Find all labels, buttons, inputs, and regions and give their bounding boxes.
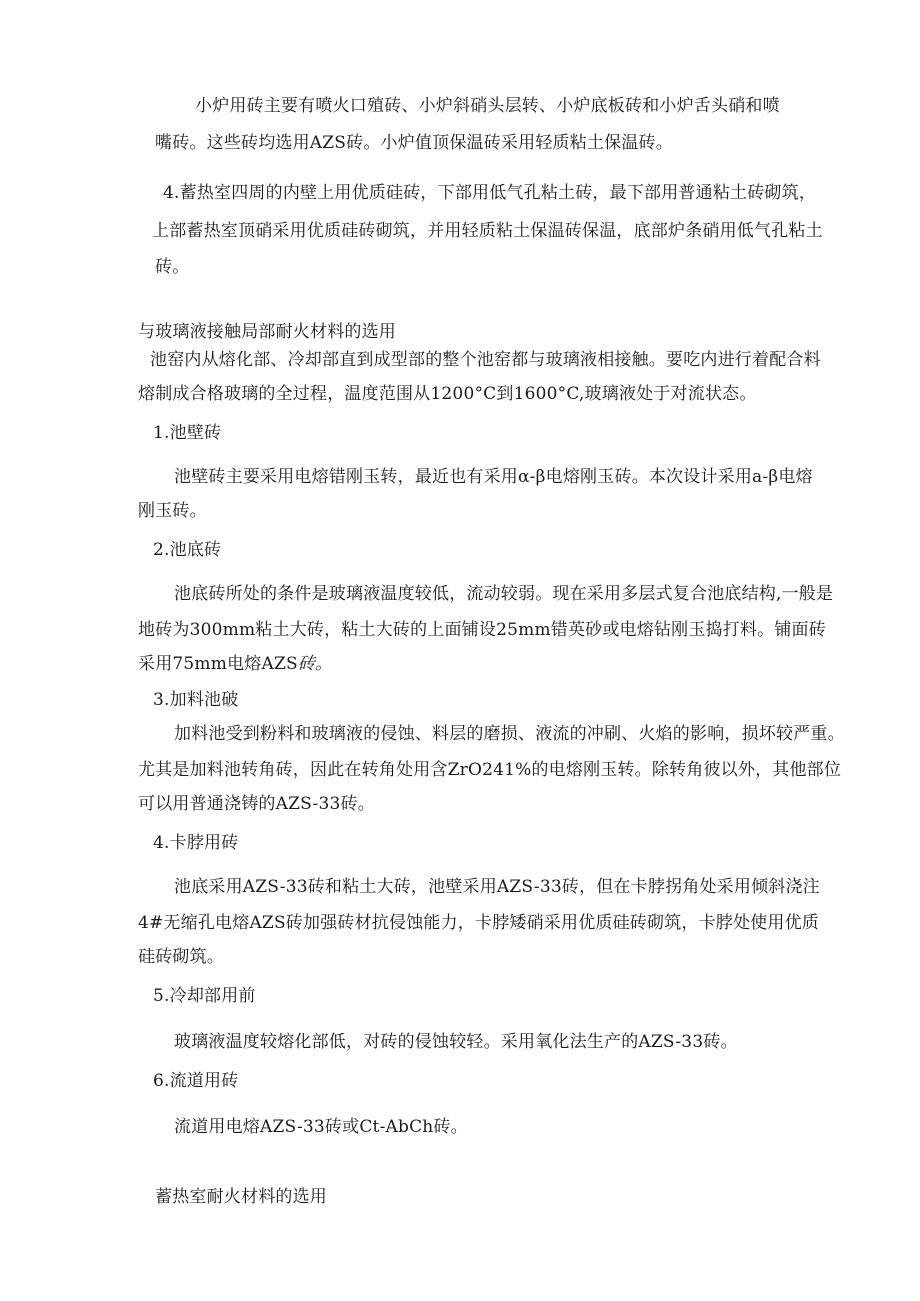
- paragraph-line: 玻璃液温度较熔化部低，对砖的侵蚀较轻。采用氧化法生产的AZS-33砖。: [174, 1032, 738, 1052]
- paragraph-line: 上部蓄热室顶硝采用优质硅砖砌筑，并用轻质粘土保温砖保温，底部炉条硝用低气孔粘土: [152, 221, 823, 241]
- paragraph-line: 4#无缩孔电熔AZS砖加强砖材抗侵蚀能力，卡脖矮硝采用优质硅砖砌筑，卡脖处使用优质: [138, 913, 819, 933]
- paragraph-line: 池壁砖主要采用电熔错刚玉转，最近也有采用α-β电熔刚玉砖。本次设计采用a-β电熔: [174, 467, 813, 487]
- paragraph-line: 4.蓄热室四周的内壁上用优质硅砖，下部用低气孔粘土砖，最下部用普通粘土砖砌筑，: [163, 183, 817, 203]
- paragraph-line: 可以用普通浇铸的AZS-33砖。: [138, 794, 375, 814]
- paragraph-line: 砖。: [155, 257, 190, 277]
- paragraph-line: 池底采用AZS-33砖和粘土大砖，池壁采用AZS-33砖，但在卡脖拐角处采用倾斜浇注: [174, 877, 820, 897]
- list-item-heading: 4.卡脖用砖: [153, 833, 239, 853]
- paragraph-line: 刚玉砖。: [138, 501, 207, 521]
- paragraph-line: 尤其是加料池转角砖，因此在转角处用含ZrO241%的电熔刚玉转。除转角彼以外，其他部位: [138, 760, 842, 780]
- line-text: 采用75mm电熔AZS: [138, 654, 298, 674]
- paragraph-line: 嘴砖。这些砖均选用AZS砖。小炉值顶保温砖采用轻质粘土保温砖。: [155, 133, 673, 153]
- list-item-heading: 5.冷却部用前: [153, 986, 256, 1006]
- list-item-heading: 6.流道用砖: [153, 1071, 239, 1091]
- list-item-heading: 2.池底砖: [153, 540, 222, 560]
- section-heading: 与玻璃液接触局部耐火材料的选用: [138, 322, 396, 342]
- list-item-heading: 1.池壁砖: [153, 423, 222, 443]
- paragraph-line: 地砖为300mm粘土大砖，粘土大砖的上面铺设25mm错英砂或电熔钻刚玉捣打料。铺面砖: [138, 620, 826, 640]
- list-item-heading: 3.加料池破: [153, 690, 239, 710]
- paragraph-line: 加料池受到粉料和玻璃液的侵蚀、料层的磨损、液流的冲刷、火焰的影响，损坏较严重。: [174, 724, 845, 744]
- line-text-italic: 砖。: [297, 654, 333, 674]
- paragraph-line: 硅砖砌筑。: [138, 947, 224, 967]
- paragraph-line: [138, 654, 332, 674]
- paragraph-line: 熔制成合格玻璃的全过程，温度范围从1200°C到1600°C,玻璃液处于对流状态。: [138, 384, 757, 404]
- paragraph-line: 流道用电熔AZS-33砖或Ct-AbCh砖。: [174, 1117, 468, 1137]
- paragraph-line: 池窑内从熔化部、冷却部直到成型部的整个池窑都与玻璃液相接触。要吃内进行着配合料: [150, 350, 821, 370]
- paragraph-line: 池底砖所处的条件是玻璃液温度较低，流动较弱。现在采用多层式复合池底结构,一般是: [174, 584, 834, 604]
- section-heading: 蓄热室耐火材料的选用: [155, 1187, 327, 1207]
- paragraph-line: 小炉用砖主要有喷火口殖砖、小炉斜硝头层转、小炉底板砖和小炉舌头硝和喷: [195, 96, 780, 116]
